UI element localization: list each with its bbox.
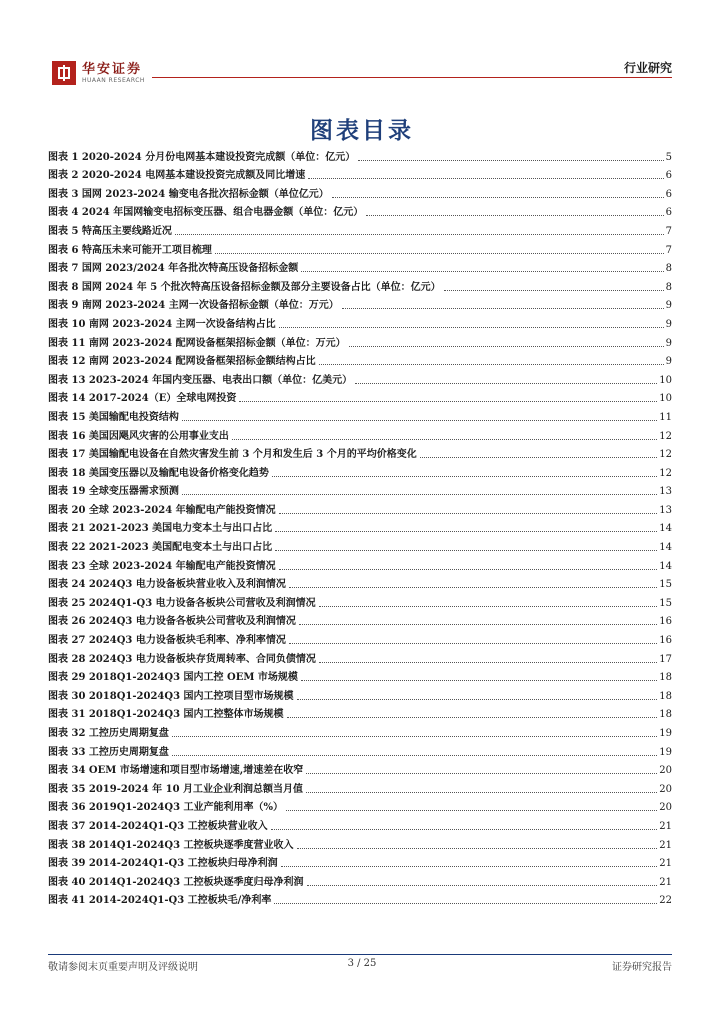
toc-entry[interactable]	[48, 833, 672, 852]
toc-leader-dots	[301, 271, 663, 272]
toc-leader-dots	[232, 439, 657, 440]
toc-leader-dots	[279, 513, 658, 514]
toc-leader-dots	[306, 792, 657, 793]
toc-leader-dots	[275, 531, 657, 532]
toc-entry[interactable]	[48, 294, 672, 313]
header-divider	[152, 77, 672, 78]
toc-entry-page[interactable]: 6	[665, 207, 672, 219]
toc-leader-dots	[319, 364, 664, 365]
toc-entry[interactable]	[48, 740, 672, 759]
toc-entry[interactable]	[48, 368, 672, 387]
toc-entry[interactable]	[48, 461, 672, 480]
toc-leader-dots	[271, 829, 658, 830]
toc-entry[interactable]	[48, 405, 672, 424]
toc-entry[interactable]	[48, 814, 672, 833]
toc-leader-dots	[172, 736, 657, 737]
toc-entry-title[interactable]: 图表 40 2014Q1-2024Q3 工控板块逐季度归母净利润	[48, 876, 304, 888]
toc-entry-title[interactable]: 图表 6 特高压未来可能开工项目梳理	[48, 244, 212, 256]
page-title: 图表目录	[310, 118, 414, 144]
toc-entry-title[interactable]: 图表 20 全球 2023-2024 年输配电产能投资情况	[48, 504, 276, 516]
toc-leader-dots	[301, 680, 657, 681]
toc-entry-page[interactable]: 16	[659, 635, 672, 647]
toc-entry-page[interactable]: 20	[659, 802, 672, 814]
toc-entry-title[interactable]: 图表 38 2014Q1-2024Q3 工控板块逐季度营业收入	[48, 839, 294, 851]
toc-entry-title[interactable]: 图表 27 2024Q3 电力设备板块毛利率、净利率情况	[48, 635, 286, 647]
page-number: 3 / 25	[347, 958, 377, 969]
toc-entry[interactable]	[48, 703, 672, 722]
toc-entry-page[interactable]: 21	[659, 876, 672, 888]
toc-entry-title[interactable]: 图表 21 2021-2023 美国电力变本土与出口占比	[48, 523, 273, 535]
toc-entry-page[interactable]: 9	[665, 337, 672, 349]
toc-leader-dots	[274, 903, 657, 904]
toc-entry-page[interactable]: 20	[659, 765, 672, 777]
toc-entry[interactable]	[48, 759, 672, 778]
toc-entry-page[interactable]: 8	[665, 263, 672, 275]
toc-entry-title[interactable]: 图表 13 2023-2024 年国内变压器、电表出口额（单位：亿美元）	[48, 374, 353, 386]
toc-entry[interactable]	[48, 610, 672, 629]
toc-entry-title[interactable]: 图表 23 全球 2023-2024 年输配电产能投资情况	[48, 560, 276, 572]
footer-report-type: 证券研究报告	[612, 962, 672, 973]
toc-entry[interactable]	[48, 684, 672, 703]
toc-leader-dots	[289, 643, 657, 644]
toc-entry[interactable]	[48, 777, 672, 796]
toc-entry-title[interactable]: 图表 25 2024Q1-Q3 电力设备各板块公司营收及利润情况	[48, 597, 316, 609]
logo-chinese-name: 华安证券	[82, 61, 143, 77]
toc-entry-page[interactable]: 7	[665, 244, 672, 256]
logo-seal-icon	[52, 61, 76, 85]
toc-entry-title[interactable]: 图表 28 2024Q3 电力设备板块存货周转率、合同负债情况	[48, 653, 316, 665]
toc-leader-dots	[366, 215, 663, 216]
toc-entry[interactable]	[48, 145, 672, 164]
toc-entry[interactable]	[48, 870, 672, 889]
toc-entry-page[interactable]: 19	[659, 728, 672, 739]
toc-entry-title[interactable]: 图表 19 全球变压器需求预测	[48, 486, 179, 498]
toc-entry-title[interactable]: 图表 26 2024Q3 电力设备各板块公司营收及利润情况	[48, 616, 296, 628]
toc-entry-title[interactable]: 图表 1 2020-2024 分月份电网基本建设投资完成额（单位：亿元）	[48, 151, 356, 163]
toc-entry-title[interactable]: 图表 32 工控历史周期复盘	[48, 728, 169, 739]
toc-leader-dots	[319, 606, 658, 607]
toc-leader-dots	[286, 810, 657, 811]
toc-entry-title[interactable]: 图表 11 南网 2023-2024 配网设备框架招标金额（单位：万元）	[48, 337, 346, 349]
toc-entry-page[interactable]: 10	[659, 374, 672, 386]
toc-entry-title[interactable]: 图表 5 特高压主要线路近况	[48, 225, 172, 237]
toc-entry-page[interactable]: 18	[659, 690, 672, 702]
toc-entry[interactable]	[48, 554, 672, 573]
toc-entry-title[interactable]: 图表 7 国网 2023/2024 年各批次特高压设备招标金额	[48, 263, 299, 275]
toc-entry[interactable]	[48, 721, 672, 740]
toc-entry-title[interactable]: 图表 36 2019Q1-2024Q3 工业产能利用率（%）	[48, 802, 284, 814]
toc-entry[interactable]	[48, 219, 672, 238]
toc-entry[interactable]	[48, 480, 672, 499]
toc-leader-dots	[297, 699, 658, 700]
toc-entry-page[interactable]: 21	[659, 858, 672, 870]
toc-entry-title[interactable]: 图表 17 美国输配电设备在自然灾害发生前 3 个月和发生后 3 个月的平均价格变化	[48, 449, 417, 461]
toc-entry-title[interactable]: 图表 30 2018Q1-2024Q3 国内工控项目型市场规模	[48, 690, 294, 702]
toc-entry[interactable]	[48, 331, 672, 350]
toc-entry-page[interactable]: 6	[665, 170, 672, 182]
toc-leader-dots	[287, 717, 658, 718]
toc-entry[interactable]	[48, 443, 672, 462]
toc-entry-title[interactable]: 图表 33 工控历史周期复盘	[48, 746, 169, 758]
toc-entry-page[interactable]: 20	[659, 783, 672, 795]
toc-leader-dots	[319, 662, 657, 663]
toc-leader-dots	[308, 178, 663, 179]
toc-entry-page[interactable]: 16	[659, 616, 672, 628]
toc-entry-page[interactable]: 9	[665, 356, 672, 368]
toc-entry[interactable]	[48, 889, 672, 908]
toc-entry-page[interactable]: 9	[665, 318, 672, 330]
toc-entry-page[interactable]: 14	[659, 542, 672, 554]
toc-entry[interactable]	[48, 312, 672, 331]
toc-entry[interactable]	[48, 201, 672, 220]
toc-leader-dots	[349, 346, 664, 347]
toc-entry[interactable]	[48, 182, 672, 201]
toc-entry[interactable]	[48, 238, 672, 257]
toc-leader-dots	[272, 476, 657, 477]
toc-entry-title[interactable]: 图表 35 2019-2024 年 10 月工业企业利润总额当月值	[48, 783, 304, 795]
toc-entry-title[interactable]: 图表 14 2017-2024（E）全球电网投资	[48, 393, 237, 405]
toc-leader-dots	[299, 624, 657, 625]
toc-entry-page[interactable]: 11	[659, 411, 672, 423]
toc-leader-dots	[175, 234, 664, 235]
toc-entry-title[interactable]: 图表 24 2024Q3 电力设备板块营业收入及利润情况	[48, 579, 286, 591]
toc-entry[interactable]	[48, 350, 672, 369]
toc-entry-title[interactable]: 图表 39 2014-2024Q1-Q3 工控板块归母净利润	[48, 858, 278, 870]
toc-entry[interactable]	[48, 387, 672, 406]
toc-leader-dots	[297, 848, 658, 849]
toc-entry-page[interactable]: 12	[659, 467, 672, 479]
toc-leader-dots	[306, 773, 657, 774]
toc-entry-title[interactable]: 图表 9 南网 2023-2024 主网一次设备招标金额（单位：万元）	[48, 300, 339, 312]
toc-entry[interactable]	[48, 796, 672, 815]
toc-entry-title[interactable]: 图表 10 南网 2023-2024 主网一次设备结构占比	[48, 318, 276, 330]
toc-leader-dots	[182, 494, 657, 495]
toc-entry-page[interactable]: 12	[659, 449, 672, 461]
toc-entry-page[interactable]: 18	[659, 672, 672, 684]
toc-entry[interactable]	[48, 498, 672, 517]
toc-leader-dots	[355, 383, 657, 384]
toc-entry-page[interactable]: 8	[665, 281, 672, 293]
toc-entry-page[interactable]: 15	[659, 597, 672, 609]
toc-entry[interactable]	[48, 852, 672, 871]
toc-entry[interactable]	[48, 573, 672, 592]
toc-entry-page[interactable]: 21	[659, 820, 672, 832]
toc-entry-page[interactable]: 18	[659, 709, 672, 721]
toc-entry-title[interactable]: 图表 34 OEM 市场增速和项目型市场增速,增速差在收窄	[48, 765, 304, 777]
toc-entry[interactable]	[48, 647, 672, 666]
toc-leader-dots	[342, 308, 664, 309]
toc-entry-page[interactable]: 6	[665, 188, 672, 200]
toc-entry-title[interactable]: 图表 4 2024 年国网输变电招标变压器、组合电器金额（单位：亿元）	[48, 207, 364, 219]
toc-entry-page[interactable]: 21	[659, 839, 672, 851]
toc-entry-title[interactable]: 图表 16 美国因飓风灾害的公用事业支出	[48, 430, 229, 442]
footer-disclaimer: 敬请参阅末页重要声明及评级说明	[48, 962, 198, 973]
toc-entry-page[interactable]: 13	[659, 486, 672, 498]
toc-entry-page[interactable]: 5	[665, 151, 672, 163]
toc-leader-dots	[279, 327, 664, 328]
toc-leader-dots	[358, 160, 663, 161]
toc-leader-dots	[182, 420, 657, 421]
toc-entry-page[interactable]: 13	[659, 504, 672, 516]
toc-entry-title[interactable]: 图表 2 2020-2024 电网基本建设投资完成额及同比增速	[48, 170, 306, 182]
toc-entry-title[interactable]: 图表 37 2014-2024Q1-Q3 工控板块营业收入	[48, 820, 268, 832]
toc-entry-page[interactable]: 22	[659, 895, 672, 907]
toc-entry-page[interactable]: 10	[659, 393, 672, 405]
toc-entry[interactable]	[48, 257, 672, 276]
toc-entry[interactable]	[48, 275, 672, 294]
toc-leader-dots	[289, 587, 657, 588]
toc-entry-title[interactable]: 图表 22 2021-2023 美国配电变本土与出口占比	[48, 542, 273, 554]
toc-entry[interactable]	[48, 666, 672, 685]
table-of-figures	[48, 145, 672, 907]
toc-entry-page[interactable]: 12	[659, 430, 672, 442]
toc-entry-title[interactable]: 图表 31 2018Q1-2024Q3 国内工控整体市场规模	[48, 709, 284, 721]
toc-entry[interactable]	[48, 535, 672, 554]
toc-entry-title[interactable]: 图表 3 国网 2023-2024 输变电各批次招标金额（单位亿元）	[48, 188, 329, 200]
toc-leader-dots	[307, 885, 658, 886]
toc-entry[interactable]	[48, 591, 672, 610]
footer-divider	[48, 954, 672, 955]
toc-leader-dots	[215, 253, 664, 254]
toc-leader-dots	[275, 550, 657, 551]
toc-leader-dots	[239, 401, 657, 402]
report-category: 行业研究	[623, 61, 672, 75]
toc-entry-page[interactable]: 9	[665, 300, 672, 312]
toc-leader-dots	[279, 569, 658, 570]
toc-entry-title[interactable]: 图表 29 2018Q1-2024Q3 国内工控 OEM 市场规模	[48, 672, 298, 684]
toc-entry-title[interactable]: 图表 18 美国变压器以及输配电设备价格变化趋势	[48, 467, 269, 479]
toc-entry-page[interactable]: 7	[665, 225, 672, 237]
toc-entry[interactable]	[48, 424, 672, 443]
toc-entry-title[interactable]: 图表 8 国网 2024 年 5 个批次特高压设备招标金额及部分主要设备占比（单位：亿元）	[48, 281, 441, 293]
toc-entry-title[interactable]: 图表 15 美国输配电投资结构	[48, 411, 179, 423]
toc-entry[interactable]	[48, 164, 672, 183]
logo-english-name: HUAAN RESEARCH	[82, 76, 145, 84]
toc-entry-page[interactable]: 17	[659, 653, 672, 665]
toc-leader-dots	[332, 197, 664, 198]
toc-leader-dots	[172, 755, 657, 756]
company-logo	[52, 61, 145, 85]
toc-entry[interactable]	[48, 628, 672, 647]
toc-entry-title[interactable]: 图表 12 南网 2023-2024 配网设备框架招标金额结构占比	[48, 356, 316, 368]
toc-entry[interactable]	[48, 517, 672, 536]
toc-entry-page[interactable]: 14	[659, 560, 672, 572]
toc-leader-dots	[420, 457, 658, 458]
toc-leader-dots	[444, 290, 664, 291]
toc-entry-page[interactable]: 19	[659, 746, 672, 758]
toc-leader-dots	[281, 866, 658, 867]
toc-entry-page[interactable]: 14	[659, 523, 672, 535]
toc-entry-title[interactable]: 图表 41 2014-2024Q1-Q3 工控板块毛/净利率	[48, 895, 272, 907]
toc-entry-page[interactable]: 15	[659, 579, 672, 591]
